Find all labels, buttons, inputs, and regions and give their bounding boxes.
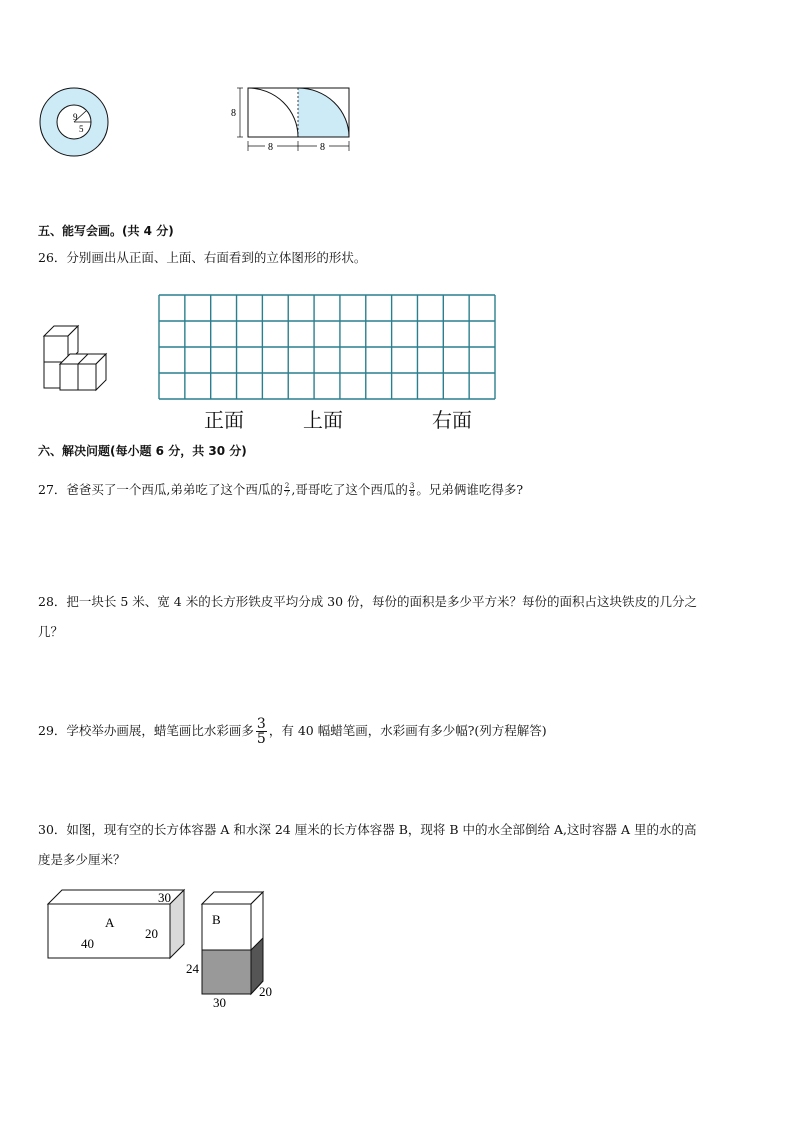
rect-width-left-label: 8 [268, 142, 273, 153]
drawing-grid[interactable] [158, 294, 496, 404]
rect-width-right-label: 8 [320, 142, 325, 153]
question-29 [38, 716, 547, 746]
box-b-name: B [212, 912, 221, 927]
grid-label-top: 上面 [303, 408, 343, 432]
section5-heading: 五、能写会画。(共 4 分) [38, 224, 174, 238]
q27-part1: 27．爸爸买了一个西瓜,弟弟吃了这个西瓜的 [38, 482, 283, 497]
container-b-figure [184, 884, 279, 1016]
q29-part1: 29．学校举办画展，蜡笔画比水彩画多 [38, 723, 254, 738]
container-a-figure [44, 884, 189, 968]
grid-label-right: 右面 [432, 408, 472, 432]
question-27 [38, 480, 523, 500]
circle-label-num: 9 [73, 112, 78, 122]
question-30-line1: 30．如图，现有空的长方体容器 A 和水深 24 厘米的长方体容器 B，现将 B 中的水全部倒给 A,这时容器 A 里的水的高 [38, 822, 697, 837]
box-b-length: 30 [213, 995, 226, 1010]
q29-fraction: $\frac{3}{5}$ [256, 716, 266, 747]
box-a-width: 20 [145, 926, 158, 941]
box-a-name: A [105, 915, 115, 930]
box-a-length: 40 [81, 936, 94, 951]
grid-label-front: 正面 [204, 408, 244, 432]
q27-fraction-1: $\frac{2}{7}$ [284, 482, 290, 498]
box-a-height: 30 [158, 890, 171, 905]
circle-label-den: 5 [79, 124, 84, 134]
question-26: 26．分别画出从正面、上面、右面看到的立体图形的形状。 [38, 250, 367, 265]
question-28-line2: 几？ [38, 624, 64, 639]
stacked-cubes-figure [40, 322, 112, 398]
question-30-line2: 度是多少厘米？ [38, 852, 126, 867]
q29-part2: ，有 40 幅蜡笔画，水彩画有多少幅?(列方程解答) [268, 723, 547, 738]
annulus-figure [38, 86, 112, 164]
quarter-circle-rect-figure [228, 82, 354, 158]
question-28-line1: 28．把一块长 5 米、宽 4 米的长方形铁皮平均分成 30 份，每份的面积是多少平方米？每份的面积占这块铁皮的几分之 [38, 594, 698, 609]
box-b-water-depth: 24 [186, 961, 199, 976]
q27-part2: ,哥哥吃了这个西瓜的 [291, 482, 408, 497]
rect-height-label: 8 [231, 108, 236, 119]
section6-heading: 六、解决问题(每小题 6 分，共 30 分) [38, 444, 247, 458]
q27-fraction-2: $\frac{3}{8}$ [409, 482, 415, 498]
q27-part3: 。兄弟俩谁吃得多? [416, 482, 524, 497]
box-b-width: 20 [259, 984, 272, 999]
